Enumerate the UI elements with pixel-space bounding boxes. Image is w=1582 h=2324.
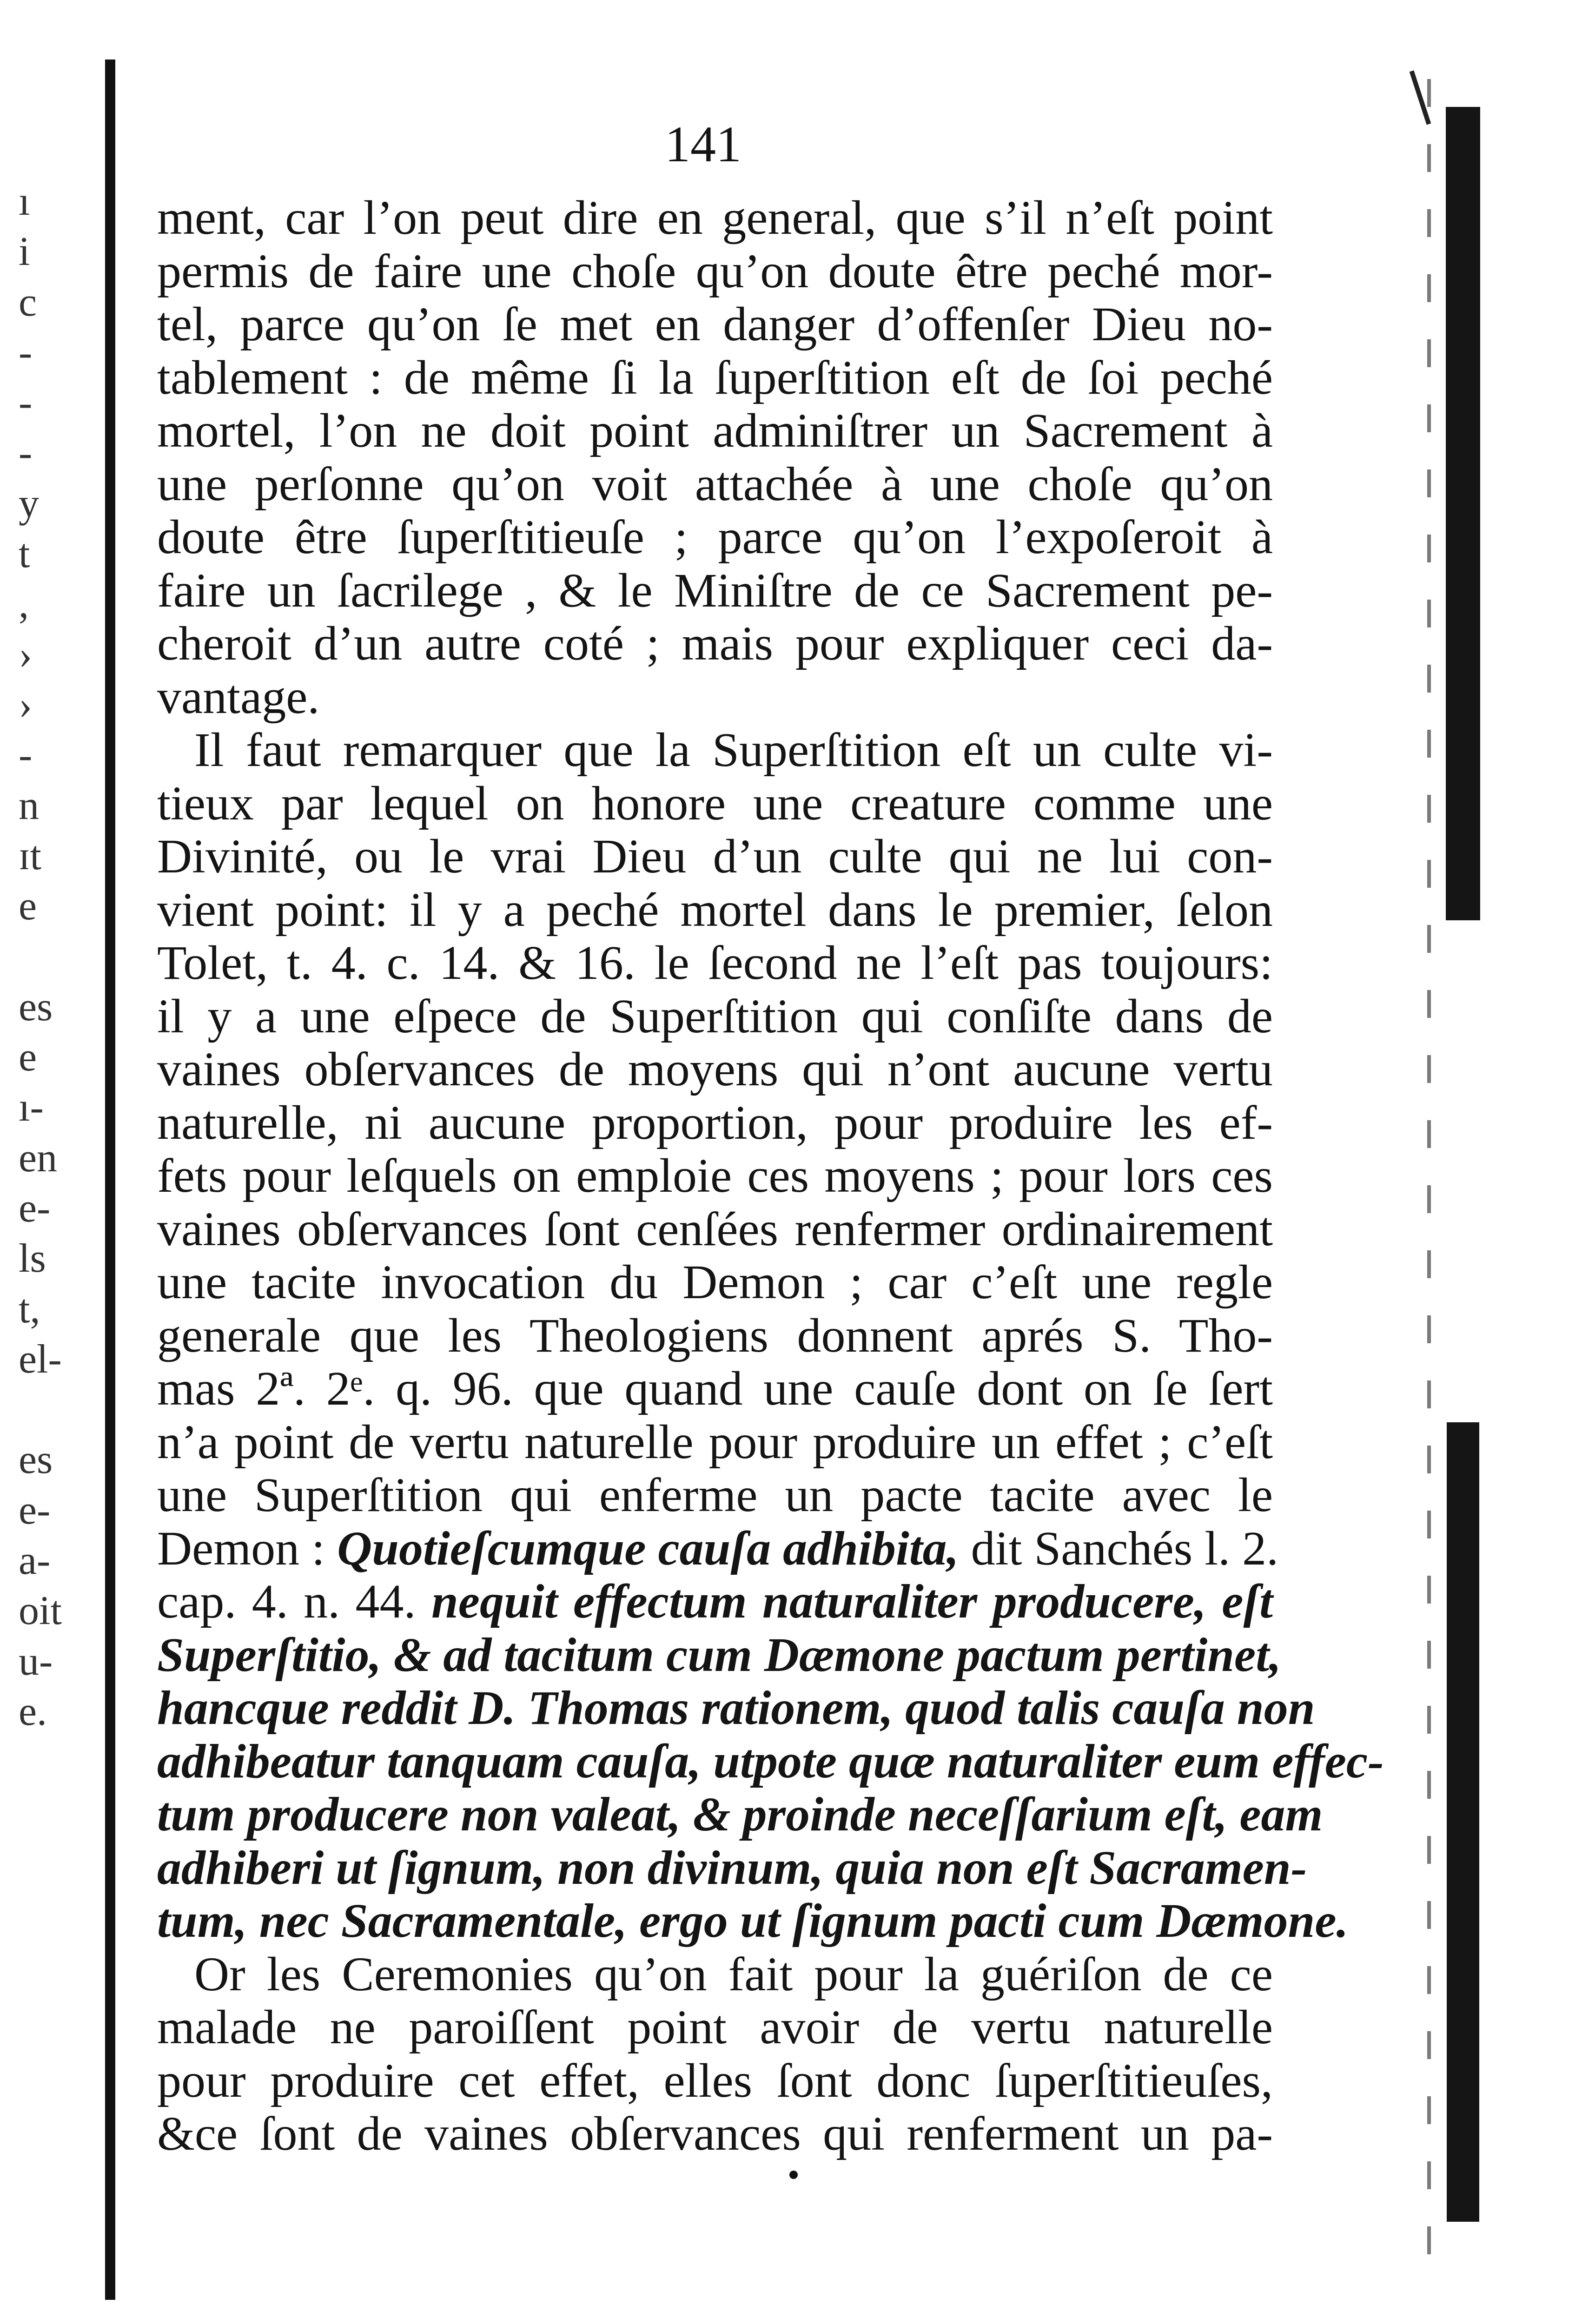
text-line: permis de faire une choſe qu’on doute être peché mor- (157, 244, 1273, 298)
text-line: mas 2ª. 2ᵉ. q. 96. que quand une cauſe dont on ſe ſert (157, 1362, 1273, 1415)
text-line: pour produire cet effet, elles ſont donc ſuperſtitieuſes, (157, 2053, 1273, 2107)
bleed-fragment: › (19, 682, 33, 727)
text-line: hancque reddit D. Thomas rationem, quod talis cauſa non (157, 1681, 1315, 1735)
text-line: generale que les Theologiens donnent aprés S. Tho- (157, 1308, 1273, 1362)
bleed-fragment: e- (19, 1487, 51, 1533)
facing-page-bleed (19, 177, 88, 2013)
text-line: Superſtitio, & ad tacitum cum Dæmone pactum pertinet, (157, 1628, 1282, 1682)
text-line: vaines obſervances de moyens qui n’ont aucune vertu (157, 1043, 1273, 1096)
bleed-fragment: e (19, 884, 37, 929)
bleed-fragment: i (19, 229, 30, 275)
bleed-fragment: - (19, 733, 33, 778)
text-span: Quotieſcumque cauſa adhibita, (337, 1521, 959, 1575)
text-span: dit Sanchés l. 2. (959, 1521, 1279, 1575)
page-number: 141 (665, 116, 741, 172)
page-edge-shadow (1427, 79, 1431, 2264)
text-line (157, 1575, 1273, 1629)
bleed-fragment: - (19, 330, 33, 375)
text-line: tum, nec Sacramentale, ergo ut ſignum pacti cum Dæmone. (157, 1894, 1349, 1948)
bleed-fragment: t, (19, 1286, 40, 1332)
bleed-fragment: ɪt (19, 833, 41, 878)
text-line: tel, parce qu’on ſe met en danger d’offenſer Dieu no- (157, 297, 1273, 351)
text-span: nequit effectum naturaliter producere, eſt (431, 1575, 1273, 1628)
bleed-fragment: › (19, 632, 33, 677)
text-line (157, 1521, 1279, 1576)
ink-dot (789, 2171, 798, 2179)
bleed-fragment: oit (19, 1588, 62, 1634)
text-line: une tacite invocation du Demon ; car c’eſt une regle (157, 1255, 1273, 1309)
bleed-fragment: y (19, 481, 39, 526)
text-line: cheroit d’un autre coté ; mais pour expliquer ceci da- (157, 617, 1273, 670)
text-line: faire un ſacrilege , & le Miniſtre de ce Sacrement pe- (157, 563, 1273, 617)
text-line: une Superſtition qui enferme un pacte tacite avec le (157, 1468, 1273, 1522)
bleed-fragment: ı (19, 179, 30, 224)
bleed-fragment: n (19, 783, 39, 828)
text-span: Demon : (157, 1521, 338, 1575)
bleed-fragment (19, 1385, 88, 1435)
bleed-fragment (19, 931, 88, 982)
text-line: Divinité, ou le vrai Dieu d’un culte qui ne lui con- (157, 830, 1273, 883)
bleed-fragment: e (19, 1035, 37, 1080)
text-line: Il faut remarquer que la Superſtition eſt un culte vi- (194, 723, 1273, 777)
bleed-fragment: - (19, 430, 33, 476)
bleed-fragment: e- (19, 1185, 51, 1231)
bleed-fragment: , (19, 581, 29, 627)
text-line: doute être ſuperſtitieuſe ; parce qu’on l’expoſeroit à (157, 510, 1273, 564)
text-line: une perſonne qu’on voit attachée à une choſe qu’on (157, 457, 1273, 511)
body-text (157, 191, 1384, 2161)
text-line: Or les Ceremonies qu’on fait pour la guériſon de ce (194, 1947, 1273, 2001)
bleed-fragment: es (19, 984, 53, 1030)
bleed-fragment: t (19, 531, 30, 577)
text-line: vaines obſervances ſont cenſées renfermer ordinairement (157, 1202, 1273, 1256)
bleed-fragment: es (19, 1437, 53, 1483)
text-line: vantage. (157, 670, 320, 724)
bleed-fragment: en (19, 1135, 58, 1181)
text-line: naturelle, ni aucune proportion, pour produire les ef- (157, 1096, 1273, 1149)
bleed-fragment: - (19, 380, 33, 426)
bleed-fragment: a- (19, 1538, 51, 1584)
text-line: adhiberi ut ſignum, non divinum, quia non eſt Sacramen- (157, 1841, 1307, 1895)
text-line: n’a point de vertu naturelle pour produire un effet ; c’eſt (157, 1415, 1273, 1469)
text-line: ment, car l’on peut dire en general, que s’il n’eſt point (157, 191, 1273, 244)
bleed-fragment: el- (19, 1336, 62, 1382)
bleed-fragment: c (19, 279, 37, 325)
binding-rule (105, 59, 115, 2300)
text-line: tieux par lequel on honore une creature comme une (157, 776, 1273, 830)
text-span: cap. 4. n. 44. (157, 1575, 416, 1628)
text-line: Tolet, t. 4. c. 14. & 16. le ſecond ne l’eſt pas toujours: (157, 936, 1273, 990)
bleed-fragment: u- (19, 1638, 53, 1684)
page-edge-bar-bottom (1447, 1422, 1479, 2222)
text-line: tum producere non valeat, & proinde neceſſarium eſt, eam (157, 1788, 1323, 1841)
text-line: mortel, l’on ne doit point adminiſtrer un Sacrement à (157, 404, 1273, 457)
text-line: &ce ſont de vaines obſervances qui renferment un pa- (157, 2107, 1273, 2160)
text-line: malade ne paroiſſent point avoir de vertu naturelle (157, 2000, 1273, 2054)
bleed-fragment: e. (19, 1689, 47, 1734)
text-line: fets pour leſquels on emploie ces moyens ; pour lors ces (157, 1149, 1273, 1202)
bleed-fragment: ı- (19, 1085, 44, 1130)
text-line: vient point: il y a peché mortel dans le premier, ſelon (157, 883, 1273, 937)
bleed-fragment: ls (19, 1236, 46, 1281)
text-line: il y a une eſpece de Superſtition qui conſiſte dans de (157, 989, 1273, 1043)
text-line: adhibeatur tanquam cauſa, utpote quæ naturaliter eum effec- (157, 1734, 1384, 1788)
text-line: tablement : de même ſi la ſuperſtition eſt de ſoi peché (157, 350, 1273, 404)
page-edge-bar-top (1446, 107, 1480, 920)
